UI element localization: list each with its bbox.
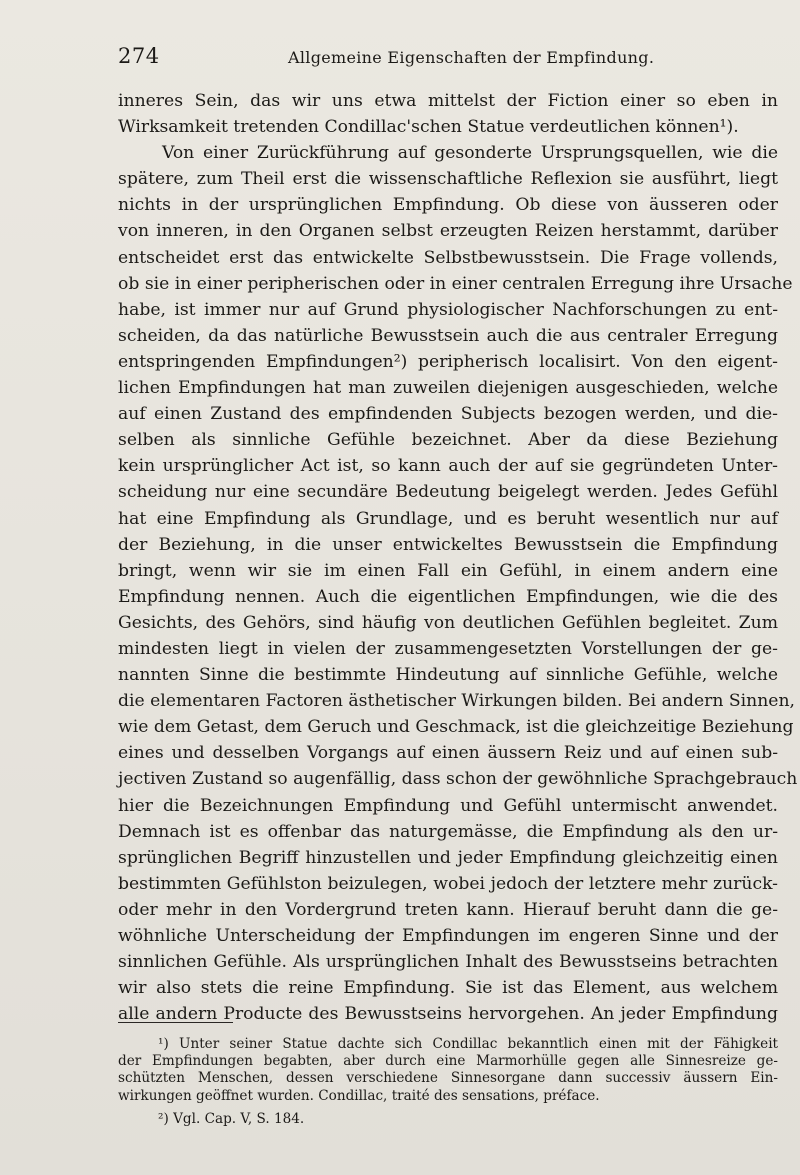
text-line: kein ursprünglicher Act ist, so kann auch der auf sie gegründeten Unter- [118, 456, 778, 477]
text-line: nannten Sinne die bestimmte Hindeutung auf sinnliche Gefühle, welche [118, 665, 778, 686]
text-line: Empfindung nennen. Auch die eigentlichen Empfindungen, wie die des [118, 586, 778, 607]
text-line: hat eine Empfindung als Grundlage, und es beruht wesentlich nur auf [118, 508, 778, 529]
footnote-2: ²) Vgl. Cap. V, S. 184. [158, 1110, 305, 1127]
text-line: wir also stets die reine Empfindung. Sie ist das Element, aus welchem [118, 978, 778, 999]
text-line: sprünglichen Begriff hinzustellen und jeder Empfindung gleichzeitig einen [118, 847, 778, 868]
text-line: Wirksamkeit tretenden Condillac'schen Statue verdeutlichen können¹). [118, 117, 739, 138]
text-line: jectiven Zustand so augenfällig, dass schon der gewöhnliche Sprachgebrauch [118, 769, 798, 790]
page-header [118, 44, 778, 74]
footnote-1-line: wirkungen geöffnet wurden. Condillac, traité des sensations, préface. [118, 1087, 600, 1104]
body-text [118, 88, 798, 1027]
text-line: ob sie in einer peripherischen oder in einer centralen Erregung ihre Ursache [118, 273, 793, 294]
running-head: Allgemeine Eigenschaften der Empfindung. [288, 48, 655, 67]
text-line: alle andern Producte des Bewusstseins hervorgehen. An jeder Empfindung [118, 1004, 778, 1025]
footnotes [118, 1036, 778, 1128]
footnote-1-line: der Empfindungen begabten, aber durch eine Marmorhülle gegen alle Sinnesreize ge- [118, 1053, 778, 1070]
text-line: lichen Empfindungen hat man zuweilen diejenigen ausgeschieden, welche [118, 378, 778, 399]
text-line: mindesten liegt in vielen der zusammengesetzten Vorstellungen der ge- [118, 638, 778, 659]
text-line: inneres Sein, das wir uns etwa mittelst der Fiction einer so eben in [118, 91, 778, 111]
footnote-divider [118, 1022, 233, 1023]
text-line: der Beziehung, in die unser entwickeltes Bewusstsein die Empfindung [118, 534, 778, 555]
text-line: scheiden, da das natürliche Bewusstsein auch die aus centraler Erregung [118, 325, 778, 346]
text-line: selben als sinnliche Gefühle bezeichnet. Aber da diese Beziehung [118, 430, 778, 451]
text-line: auf einen Zustand des empfindenden Subjects bezogen werden, und die- [118, 404, 778, 425]
text-line: Demnach ist es offenbar das naturgemässe, die Empfindung als den ur- [118, 821, 778, 842]
text-line: Gesichts, des Gehörs, sind häufig von deutlichen Gefühlen begleitet. Zum [118, 612, 778, 633]
text-line: nichts in der ursprünglichen Empfindung. Ob diese von äusseren oder [118, 195, 778, 216]
footnote-1-line: ¹) Unter seiner Statue dachte sich Condillac bekanntlich einen mit der Fähigkeit [158, 1036, 778, 1052]
text-line: eines und desselben Vorgangs auf einen äussern Reiz und auf einen sub- [118, 743, 778, 764]
text-line: Von einer Zurückführung auf gesonderte Ursprungsquellen, wie die [162, 143, 778, 164]
text-line: spätere, zum Theil erst die wissenschaftliche Reflexion sie ausführt, liegt [118, 169, 778, 190]
text-line: von inneren, in den Organen selbst erzeugten Reizen herstammt, darüber [118, 221, 778, 242]
page-number: 274 [118, 44, 160, 68]
text-line: sinnlichen Gefühle. Als ursprünglichen Inhalt des Bewusstseins betrachten [118, 952, 778, 973]
text-line: bestimmten Gefühlston beizulegen, wobei jedoch der letztere mehr zurück- [118, 873, 778, 894]
text-line: hier die Bezeichnungen Empfindung und Gefühl untermischt anwendet. [118, 795, 778, 816]
text-line: scheidung nur eine secundäre Bedeutung beigelegt werden. Jedes Gefühl [118, 482, 778, 503]
text-line: entspringenden Empfindungen²) peripherisch localisirt. Von den eigent- [118, 351, 778, 372]
text-line: entscheidet erst das entwickelte Selbstbewusstsein. Die Frage vollends, [118, 247, 778, 268]
footnote-1-line: schützten Menschen, dessen verschiedene Sinnesorgane dann successiv äussern Ein- [118, 1070, 778, 1087]
text-line: bringt, wenn wir sie im einen Fall ein Gefühl, in einem andern eine [118, 560, 778, 581]
text-line: wöhnliche Unterscheidung der Empfindungen im engeren Sinne und der [118, 926, 778, 946]
text-line: habe, ist immer nur auf Grund physiologischer Nachforschungen zu ent- [118, 299, 778, 320]
text-line: wie dem Getast, dem Geruch und Geschmack, ist die gleichzeitige Beziehung [118, 717, 794, 738]
text-line: die elementaren Factoren ästhetischer Wirkungen bilden. Bei andern Sinnen, [118, 691, 796, 712]
text-line: oder mehr in den Vordergrund treten kann. Hierauf beruht dann die ge- [118, 899, 778, 920]
